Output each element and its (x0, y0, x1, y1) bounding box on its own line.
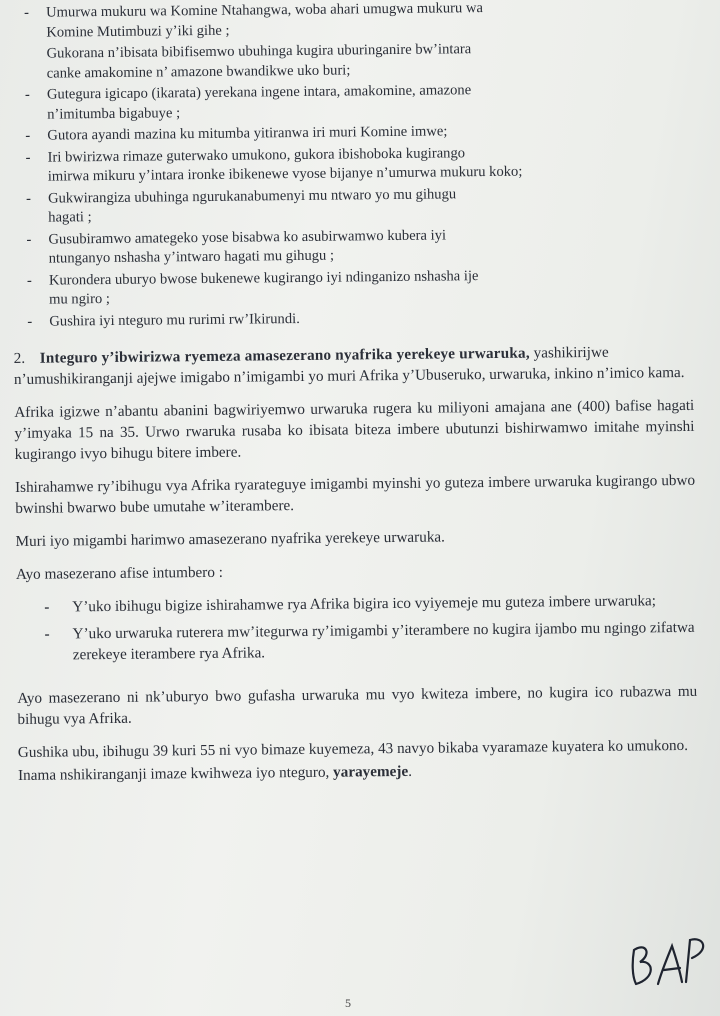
intro-bullet-list (10, 0, 693, 332)
paragraph: Muri iyo migambi harimwo amasezerano nyafrika yerekeye urwaruka. (15, 528, 446, 550)
section-number: 2. (13, 349, 26, 367)
paragraph: Ishirahamwe ry’ibihugu vya Afrika ryarateguye imigambi myinshi yo guteza imbere urwaruka kugirango ubwo bwinshi bwarwo bube umutahe w’iterambere. (14, 471, 696, 517)
paragraph: Afrika igizwe n’abantu abanini bagwiriyemwo urwaruka rugera ku miliyoni amajana ane (400) bafise hagati y’imyaka 15 na 35. Urwo rwaruka rusaba ko ibisata biteza imbere ubutunzi bishirwamwo imitahe myinshi kugirango ivyo bihugu bitere imbere. (14, 396, 695, 463)
page-number: 5 (345, 996, 351, 1010)
section-title-rest: yashikirijwe n’umushikiranganji ajejwe imigabo n’imigambi yo muri Afrika y’Ubuseruko, urwaruka, inkino n’imico kama. (13, 343, 685, 388)
list-item: - Gutegura igicapo (ikarata) yerekana ingene intara, amakomine, amazone n’imitumba bigabuye ; (24, 82, 472, 123)
list-item: - Gukwirangiza ubuhinga ngurukanabumenyi mu ntwaro yo mu gihugu hagati ; (25, 185, 457, 226)
list-item: - Gusubiramwo amategeko yose bisabwa ko asubirwamwo kubera iyi ntunganyo nshasha y’intwaro hagati mu gihugu ; (26, 226, 447, 267)
signature (626, 932, 710, 990)
list-item: - Gushira iyi nteguro mu rurimi rw’Ikirundi. (27, 310, 300, 330)
paragraph: Inama nshikiranganji imaze kwihweza iyo nteguro, yarayemeje. (17, 762, 413, 784)
paragraph: Ayo masezerano afise intumbero : (15, 563, 223, 583)
paragraph: Gushika ubu, ibihugu 39 kuri 55 ni vyo bimaze kuyemeza, 43 navyo bikaba vyaramaze kuyatera ko umukono. (17, 736, 689, 761)
list-item: - Y’uko ibihugu bigize ishirahamwe rya Afrika bigira ico vyiyemeje mu guteza imbere urwaruka; (44, 592, 657, 616)
list-item: - Umurwa mukuru wa Komine Ntahangwa, woba ahari umugwa mukuru wa Komine Mutimbuzi y’iki gihe ; (24, 0, 484, 41)
list-item: - Iri bwirizwa rimaze guterwako umukono, gukora ibishoboka kugirango imirwa mikuru y’intara ironke ibikenewe vyose bijanye n’umurwa mukuru koko; (25, 144, 523, 185)
paragraph: Ayo masezerano ni nk’uburyo bwo gufasha urwaruka mu vyo kwiteza imbere, no kugira ico rubazwa mu bihugu vya Afrika. (17, 682, 698, 728)
page-content (10, 0, 698, 786)
list-item: - Y’uko urwaruka ruterera mw’itegurwa ry’imigambi y’iterambere no kugira ijambo mu ngingo zifatwa zerekeye iterambere rya Afrika. (44, 618, 695, 664)
section-title: Integuro y’ibwirizwa ryemeza amasezerano nyafrika yerekeye urwaruka, (39, 344, 530, 367)
section-heading (14, 341, 694, 390)
objectives-list (16, 590, 697, 666)
list-item: Gukorana n’ibisata bibifisemwo ubuhinga kugira uburinganire bw’intara canke amakomine n’ amazone bwandikwe uko buri; (46, 41, 472, 82)
list-item: - Gutora ayandi mazina ku mitumba yitiranwa iri muri Komine imwe; (25, 123, 448, 144)
list-item: - Kurondera uburyo bwose bukenewe kugirango iyi ndinganizo nshasha ije mu ngiro ; (26, 267, 479, 308)
